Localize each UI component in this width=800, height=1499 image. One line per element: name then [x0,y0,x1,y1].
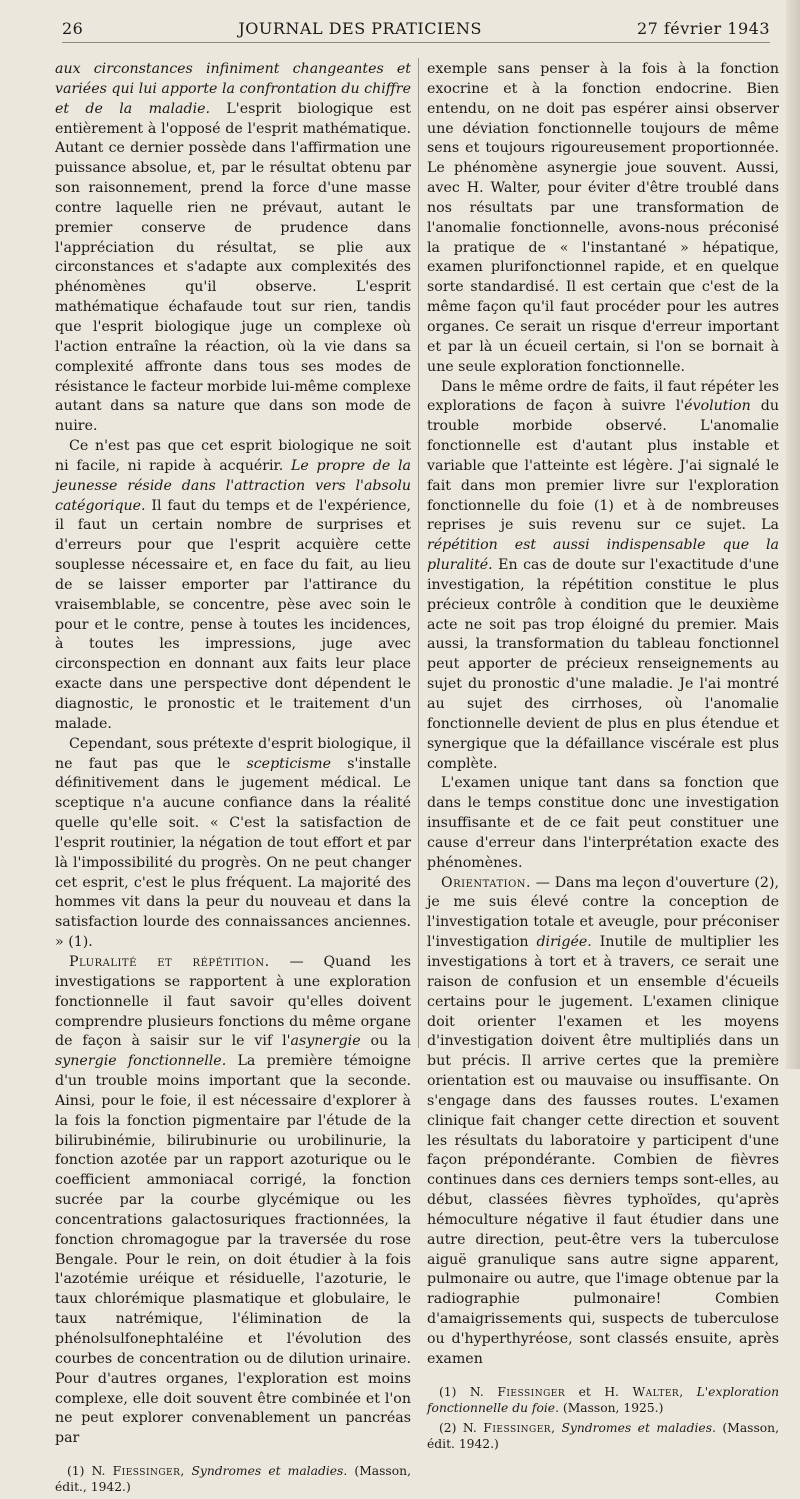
text: s'installe définitivement dans le jugement médical. Le sceptique n'a aucune confiance dans la réalité quelle qu'elle soit. « C'est la satisfaction de l'esprit routinier, la négation de tout effort et par là l'impossibilité du progrès. On ne peut changer cet esprit, c'est le plus fréquent. La majorité des hommes vit dans la peur du nouveau et dans la satisfaction lourde des connaissances anciennes. » (1). [55,755,411,951]
right-column [427,60,779,1456]
text: Ce n'est pas que cet esprit biologique ne soit ni facile, ni rapide à acquérir. [55,438,411,474]
paragraph: Orientation. — Dans ma leçon d'ouverture (2), je me suis élevé contre la conception de l'investigation totale et aveugle, pour préconiser l'investigation dirigée. Inutile de multiplier les investigations à tort et à travers, ce serait une raison de confusion et un ensemble d'écueils certains pour le jugement. L'examen clinique doit orienter l'examen et les moyens d'investigation doivent être multipliés dans un but précis. Il arrive certes que la première orientation est ou mauvaise ou insuffisante. On s'engage dans des fausses routes. L'examen clinique fait changer cette direction et souvent les résultats du laboratoire y participent d'une façon prépondérante. Combien de fièvres continues dans ces derniers temps sont-elles, au début, classées fièvres typhoïdes, qu'après hémoculture négative il faut étudier dans une autre direction, peut-être vers la tuberculose aiguë granulique sans autre signe apparent, pulmonaire ou autre, que l'image obtenue par la radiographie pulmonaire! Combien d'amaigrissements qui, suspects de tuberculose ou d'hyperthyréose, sont classés ensuite, après examen [427,874,779,1367]
footnote: (1) N. Fiessinger et H. Walter, L'exploration fonctionnelle du foie. (Masson, 1925.) [427,1384,779,1415]
text: — Quand les investigations se rapportent à une exploration fonctionnelle il faut savoir qu'elles doivent comprendre plusieurs fonctions du même organe de façon à saisir sur le vif l' [55,953,411,1050]
paragraph [55,735,411,953]
paragraph [55,437,411,735]
footnotes [427,1384,779,1452]
page-edge-shadow [786,0,800,1069]
text: L'esprit biologique est entièrement à l'opposé de l'esprit mathématique. Autant ce dernier possède dans l'affirmation une puissance absolue, et, par le résultat obtenu par son raisonnement, prend la force d'une masse contre laquelle rien ne prévaut, autant le premier conserve de prudence dans l'appréciation du résultat, se plie aux circonstances et s'adapte aux complexités des phénomènes qu'il observe. L'esprit mathématique échafaude tout sur rien, tandis que l'esprit biologique juge un complexe où l'action entraîne la réaction, où la vie dans sa complexité affronte dans tous ses modes de résistance le facteur morbide lui-même complexe autant dans sa nature que dans son mode de nuire. [55,100,412,435]
section-heading: Orientation. [441,874,532,891]
column-divider [418,58,419,1048]
paragraph [55,953,411,1449]
footnote: (1) N. Fiessinger, Syndromes et maladies. (Masson, édit., 1942.) [55,1464,411,1495]
running-header [62,14,770,43]
paragraph: Dans le même ordre de faits, il faut répéter les explorations de façon à suivre l'évolution du trouble morbide observé. L'anomalie fonctionnelle est d'autant plus instable et variable que l'atteinte est légère. J'ai signalé le fait dans mon premier livre sur l'exploration fonctionnelle du foie (1) et à de nombreuses reprises je suis revenu sur ce sujet. La répétition est aussi indispensable que la pluralité. En cas de doute sur l'exactitude d'une investigation, la répétition constitue le plus précieux contrôle à condition que le deuxième acte ne soit pas trop éloigné du premier. Mais aussi, la transformation du tableau fonctionnel peut apporter de précieux renseignements au sujet du pronostic d'une maladie. Je l'ai montré au sujet des cirrhoses, où l'anomalie fonctionnelle devient de plus en plus étendue et synergique que la défaillance viscérale est plus complète. [427,378,779,772]
footnote: (2) N. Fiessinger, Syndromes et maladies. (Masson, édit. 1942.) [427,1420,779,1451]
text: La première témoigne d'un trouble moins important que la seconde. Ainsi, pour le foie, il est nécessaire d'explorer à la fois la fonction pigmentaire par l'étude de la bilirubinémie, bilirubinurie ou urobilinurie, la fonction azotée par un rapport azoturique ou le coefficient ammoniacal corrigé, la fonction sucrée par la courbe glycémique ou les concentrations galactosuriques fractionnées, la fonction chromagogue par la traversée du rose Bengale. Pour le rein, on doit étudier à la fois l'azotémie uréique et résiduelle, l'azoturie, le taux chlorémique plasmatique et globulaire, le taux natrémique, l'élimination de la phénolsulfonephtaléine et l'évolution des courbes de concentration ou de dilution urinaire. Pour d'autres organes, l'exploration est moins complexe, elle doit souvent être combinée et l'on ne peut explorer convenablement un pancréas par [55,1053,411,1447]
paragraph [55,60,411,437]
text: ou la [360,1033,411,1050]
page-number: 26 [62,18,84,38]
italic-text: synergie fonctionnelle. [55,1053,227,1070]
section-heading: Pluralité et répétition. [69,953,270,970]
text: Cependant, sous prétexte d'esprit biologique, il ne faut pas que le [55,735,411,772]
italic-text: aux circonstances infiniment changeantes et variées qui lui apporte la confrontation du chiffre et de la maladie. [55,61,411,117]
paragraph: exemple sans penser à la fois à la fonction exocrine et à la fonction endocrine. Bien entendu, on ne doit pas espérer ainsi observer une déviation fonctionnelle toujours de même sens et toujours rigoureusement proportionnée. Le phénomène asynergie joue souvent. Aussi, avec H. Walter, pour éviter d'être troublé dans nos résultats par une transformation de l'anomalie fonctionnelle, avons-nous préconisé la pratique de « l'instantané » hépatique, examen plurifonctionnel rapide, et en quelque sorte standardisé. Il est certain que c'est de la même façon qu'il faut procéder pour les autres organes. Ce serait un risque d'erreur important et par là un écueil certain, si l'on se bornait à une seule exploration fonctionnelle. [427,61,779,375]
italic-text: Le propre de la jeunesse réside dans l'attraction vers l'absolu catégorique. [55,457,411,514]
paragraph: L'examen unique tant dans sa fonction que dans le temps constitue donc une investigation insuffisante et de ce fait peut constituer une cause d'erreur dans l'interprétation exacte des phénomènes. [427,775,779,871]
left-column [55,60,411,1499]
italic-text: scepticisme [246,755,332,772]
italic-text: asynergie [290,1033,361,1050]
text: Il faut du temps et de l'expérience, il faut un certain nombre de surprises et d'erreurs pour que l'esprit acquière cette souplesse nécessaire et, en face du fait, au lieu de se laisser emporter par l'attirance du vraisemblable, se concentre, pèse avec soin le pour et le contre, pense à toutes les incidences, à toutes les impressions, juge avec circonspection en donnant aux faits leur place exacte dans une perspective dont dépendent le diagnostic, le pronostic et le traitement d'un malade. [55,497,411,732]
footnotes [55,1463,411,1495]
journal-title: JOURNAL DES PRATICIENS [238,18,482,38]
issue-date: 27 février 1943 [636,18,770,38]
